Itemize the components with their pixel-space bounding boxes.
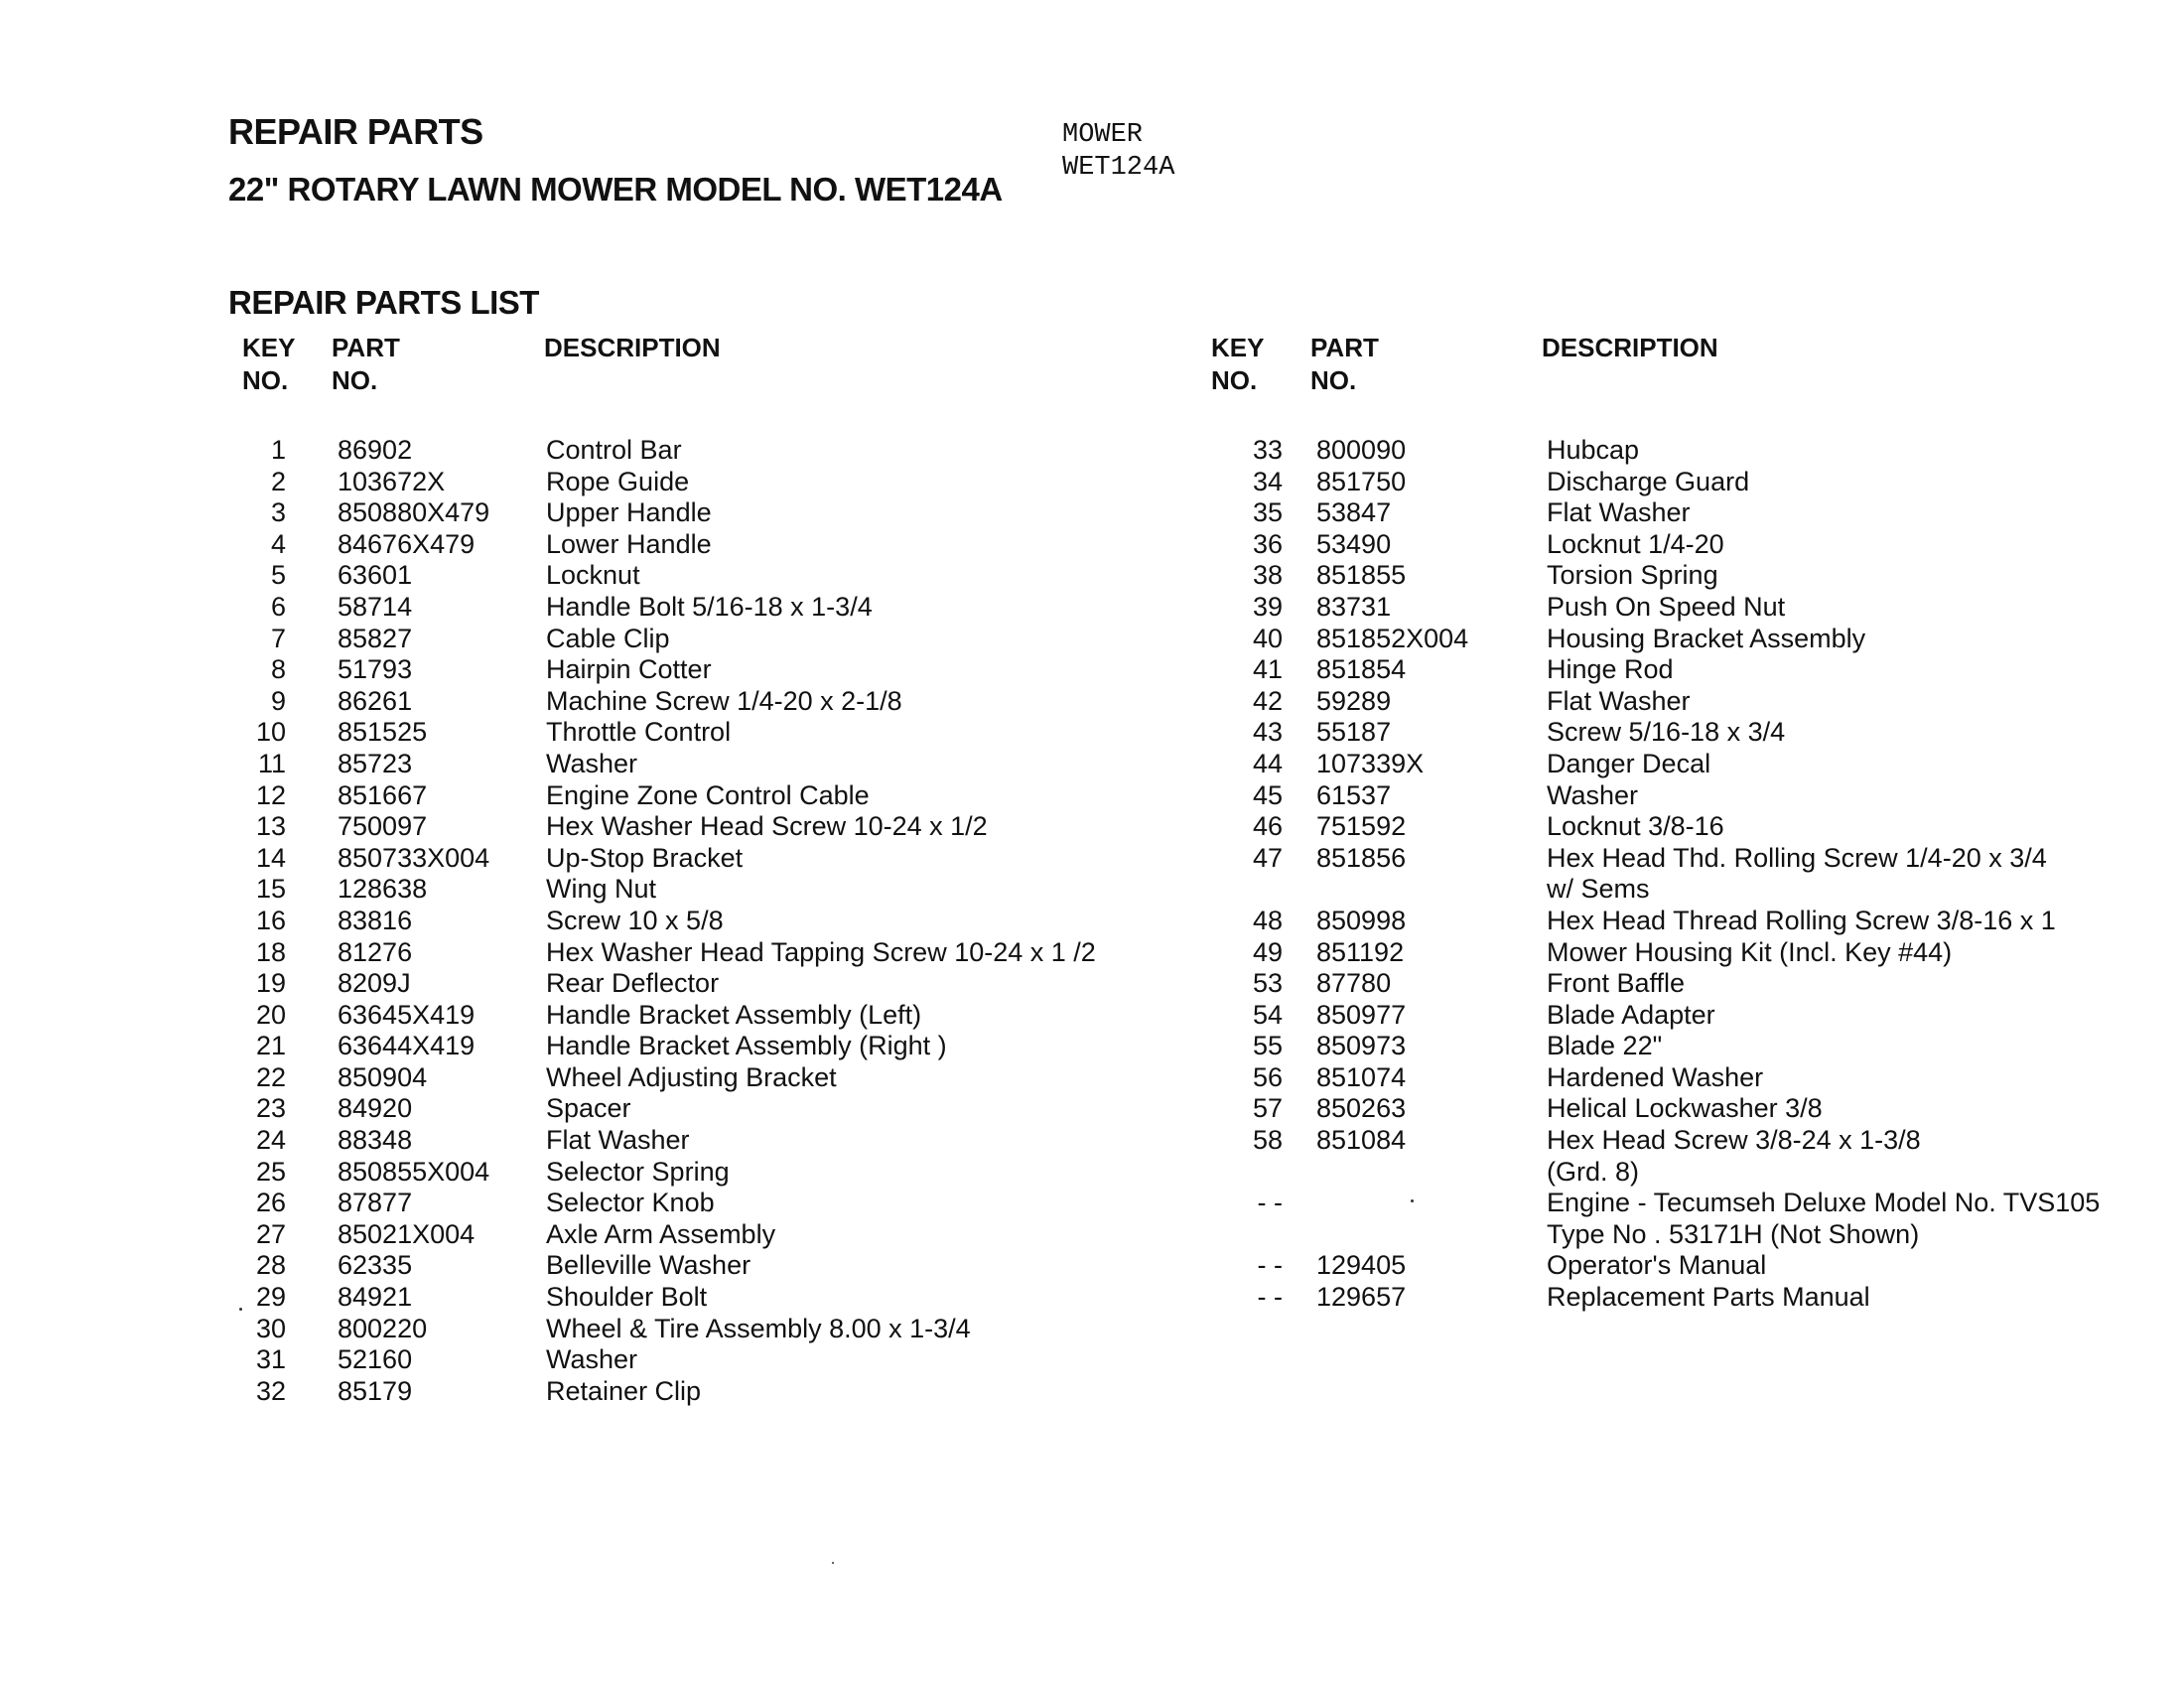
header-key-label: KEY [1211,333,1265,362]
scan-speck [1411,1199,1414,1202]
key-no: 15 [255,874,286,905]
key-no: 34 [1252,466,1283,496]
key-no: 22 [255,1061,286,1092]
part-no: 87780 [1316,968,1392,999]
table-row [0,1093,1142,1125]
key-no: 4 [270,528,286,559]
part-description: Hex Head Thread Rolling Screw 3/8-16 x 1 [1547,905,2056,935]
part-no: 63645X419 [338,999,476,1030]
table-row [0,1250,1142,1282]
part-description: Hex Washer Head Tapping Screw 10-24 x 1 /2 [546,936,1096,967]
key-no: 26 [255,1188,286,1218]
key-no: 25 [255,1156,286,1187]
part-description: Blade Adapter [1547,999,1715,1030]
part-no: 81276 [338,936,413,967]
part-description: Type No . 53171H (Not Shown) [1547,1218,1920,1249]
part-description: (Grd. 8) [1547,1156,1640,1187]
parts-table-right [1171,435,2164,1314]
part-description: Housing Bracket Assembly [1547,623,1866,653]
table-row [1171,843,2164,875]
table-row [0,1219,1142,1251]
table-row [1171,624,2164,655]
header-part-label: PART [332,333,400,362]
part-description: Retainer Clip [546,1375,702,1406]
key-no: 32 [255,1375,286,1406]
table-row [0,1125,1142,1157]
stamp-line-2: WET124A [1062,153,1175,183]
part-description: Flat Washer [546,1125,690,1156]
part-no: 851084 [1316,1125,1407,1156]
key-no: 44 [1252,748,1283,778]
table-row [0,1344,1142,1376]
key-no: 3 [270,497,286,528]
key-no: 9 [270,685,286,716]
key-no: 1 [270,435,286,465]
table-row [1171,654,2164,686]
part-description: Handle Bracket Assembly (Left) [546,999,922,1030]
part-no: 851854 [1316,654,1407,685]
key-no: 56 [1252,1061,1283,1092]
header-part-label: PART [1310,333,1379,362]
key-no: 53 [1252,968,1283,999]
part-no: 53847 [1316,497,1392,528]
part-no: 8209J [338,968,411,999]
key-no: 35 [1252,497,1283,528]
part-no: 84676X479 [338,528,476,559]
part-no: 128638 [338,874,428,905]
part-description: Front Baffle [1547,968,1686,999]
table-row [1171,497,2164,529]
key-no: 5 [270,560,286,591]
part-no: 83816 [338,905,413,935]
table-row [0,717,1142,749]
part-description: Torsion Spring [1547,560,1718,591]
part-description: Hardened Washer [1547,1061,1764,1092]
model-stamp [1062,119,1174,185]
table-row [0,624,1142,655]
table-row [1171,717,2164,749]
part-description: Washer [546,748,638,778]
part-description: Locknut 1/4-20 [1547,528,1724,559]
table-row [0,529,1142,561]
key-no: 29 [255,1282,286,1313]
table-row [1171,1031,2164,1062]
key-no: - - [1257,1282,1283,1313]
part-no: 850880X479 [338,497,490,528]
part-no: 83731 [1316,591,1392,622]
part-no: 850904 [338,1061,428,1092]
part-description: Machine Screw 1/4-20 x 2-1/8 [546,685,902,716]
part-description: Throttle Control [546,717,732,748]
key-no: 42 [1252,685,1283,716]
key-no: 57 [1252,1093,1283,1124]
table-row [1171,749,2164,780]
part-no: 63601 [338,560,413,591]
table-row [1171,1093,2164,1125]
key-no: 40 [1252,623,1283,653]
header-key-no-label: NO. [242,365,289,395]
part-description: Shoulder Bolt [546,1282,708,1313]
key-no: 38 [1252,560,1283,591]
part-description: Helical Lockwasher 3/8 [1547,1093,1823,1124]
header-key-right [1211,332,1264,397]
part-description: Wheel Adjusting Bracket [546,1061,837,1092]
scan-speck [239,1308,242,1311]
key-no: 41 [1252,654,1283,685]
key-no: 18 [255,936,286,967]
part-no: 851074 [1316,1061,1407,1092]
part-no: 58714 [338,591,413,622]
part-description: Up-Stop Bracket [546,842,744,873]
part-no: 129405 [1316,1250,1407,1281]
header-part-no-label: NO. [332,365,378,395]
table-row [1171,1250,2164,1282]
part-description: Axle Arm Assembly [546,1218,776,1249]
header-desc-left: DESCRIPTION [544,333,721,362]
table-row [1171,968,2164,1000]
key-no: 33 [1252,435,1283,465]
part-description: w/ Sems [1547,874,1650,905]
part-no: 55187 [1316,717,1392,748]
key-no: 43 [1252,717,1283,748]
key-no: 2 [270,466,286,496]
part-no: 88348 [338,1125,413,1156]
key-no: 8 [270,654,286,685]
key-no: 12 [255,779,286,810]
key-no: 39 [1252,591,1283,622]
part-no: 85827 [338,623,413,653]
key-no: 48 [1252,905,1283,935]
part-description: Handle Bolt 5/16-18 x 1-3/4 [546,591,873,622]
part-description: Hex Head Thd. Rolling Screw 1/4-20 x 3/4 [1547,842,2047,873]
key-no: 58 [1252,1125,1283,1156]
table-row [1171,1188,2164,1219]
part-description: Selector Knob [546,1188,715,1218]
header-part-no-label: NO. [1310,365,1357,395]
table-row [0,1376,1142,1408]
stamp-line-1: MOWER [1062,120,1144,150]
key-no: - - [1257,1250,1283,1281]
table-row [0,686,1142,718]
key-no: 20 [255,999,286,1030]
table-row [1171,1219,2164,1251]
key-no: 21 [255,1031,286,1061]
table-row [1171,1157,2164,1189]
part-description: Hex Head Screw 3/8-24 x 1-3/8 [1547,1125,1921,1156]
key-no: 23 [255,1093,286,1124]
table-row [0,874,1142,906]
part-description: Engine Zone Control Cable [546,779,870,810]
key-no: 27 [255,1218,286,1249]
part-no: 84921 [338,1282,413,1313]
table-row [1171,529,2164,561]
part-description: Rear Deflector [546,968,720,999]
part-description: Danger Decal [1547,748,1711,778]
part-no: 86261 [338,685,413,716]
key-no: 24 [255,1125,286,1156]
part-no: 850998 [1316,905,1407,935]
header-part-right [1310,332,1379,397]
part-no: 62335 [338,1250,413,1281]
part-description: Cable Clip [546,623,670,653]
part-no: 85723 [338,748,413,778]
table-row [0,968,1142,1000]
part-description: Hinge Rod [1547,654,1674,685]
page-title: REPAIR PARTS [228,111,483,152]
part-description: Washer [1547,779,1639,810]
part-no: 800220 [338,1313,428,1343]
table-row [0,749,1142,780]
part-description: Screw 5/16-18 x 3/4 [1547,717,1786,748]
part-description: Discharge Guard [1547,466,1750,496]
part-description: Upper Handle [546,497,712,528]
table-row [1171,937,2164,969]
table-row [0,811,1142,843]
part-no: 86902 [338,435,413,465]
part-no: 63644X419 [338,1031,476,1061]
header-desc-right: DESCRIPTION [1542,333,1718,362]
key-no: 31 [255,1344,286,1375]
parts-table-left [0,435,1142,1407]
part-description: Locknut 3/8-16 [1547,811,1724,842]
part-description: Washer [546,1344,638,1375]
table-row [0,1157,1142,1189]
part-no: 52160 [338,1344,413,1375]
table-row [0,560,1142,592]
part-description: Locknut [546,560,640,591]
page-subtitle: 22" ROTARY LAWN MOWER MODEL NO. WET124A [228,171,1003,208]
key-no: 11 [257,748,286,778]
key-no: 49 [1252,936,1283,967]
key-no: 14 [255,842,286,873]
key-no: 54 [1252,999,1283,1030]
scan-speck [832,1562,834,1564]
key-no: 16 [255,905,286,935]
table-row [1171,811,2164,843]
table-row [1171,560,2164,592]
part-description: Lower Handle [546,528,712,559]
key-no: 47 [1252,842,1283,873]
part-no: 851855 [1316,560,1407,591]
part-no: 751592 [1316,811,1407,842]
part-no: 850855X004 [338,1156,490,1187]
key-no: 45 [1252,779,1283,810]
part-description: Operator's Manual [1547,1250,1767,1281]
table-row [0,1282,1142,1314]
key-no: 13 [255,811,286,842]
header-key-no-label: NO. [1211,365,1258,395]
part-no: 850263 [1316,1093,1407,1124]
table-row [0,435,1142,467]
table-row [1171,906,2164,937]
header-key-left [242,332,295,397]
part-no: 851192 [1316,936,1405,967]
part-description: Control Bar [546,435,682,465]
part-description: Push On Speed Nut [1547,591,1786,622]
part-no: 800090 [1316,435,1407,465]
table-row [1171,1062,2164,1094]
table-row [1171,467,2164,498]
part-description: Hairpin Cotter [546,654,712,685]
table-row [1171,1282,2164,1314]
part-no: 851750 [1316,466,1407,496]
header-part-left [332,332,400,397]
key-no: 28 [255,1250,286,1281]
table-row [0,497,1142,529]
key-no: 30 [255,1313,286,1343]
key-no: 36 [1252,528,1283,559]
part-no: 850977 [1316,999,1407,1030]
part-no: 85021X004 [338,1218,476,1249]
part-description: Flat Washer [1547,497,1691,528]
part-no: 51793 [338,654,413,685]
key-no: - - [1257,1188,1283,1218]
table-row [1171,1125,2164,1157]
part-description: Blade 22" [1547,1031,1663,1061]
part-description: Handle Bracket Assembly (Right ) [546,1031,947,1061]
part-description: Flat Washer [1547,685,1691,716]
part-no: 84920 [338,1093,413,1124]
key-no: 19 [255,968,286,999]
part-no: 87877 [338,1188,413,1218]
header-key-label: KEY [242,333,296,362]
table-row [0,937,1142,969]
key-no: 55 [1252,1031,1283,1061]
part-no: 750097 [338,811,428,842]
parts-list-title: REPAIR PARTS LIST [228,284,539,321]
table-row [0,843,1142,875]
table-row [0,780,1142,812]
part-description: Spacer [546,1093,631,1124]
table-row [0,1031,1142,1062]
part-no: 851525 [338,717,428,748]
part-description: Selector Spring [546,1156,730,1187]
table-row [0,467,1142,498]
part-no: 850973 [1316,1031,1407,1061]
part-description: Hex Washer Head Screw 10-24 x 1/2 [546,811,988,842]
part-no: 129657 [1316,1282,1407,1313]
table-row [0,654,1142,686]
part-description: Hubcap [1547,435,1640,465]
part-no: 851667 [338,779,428,810]
key-no: 7 [270,623,286,653]
table-row [0,592,1142,624]
part-no: 59289 [1316,685,1392,716]
table-row [1171,592,2164,624]
part-description: Wheel & Tire Assembly 8.00 x 1-3/4 [546,1313,971,1343]
part-description: Belleville Washer [546,1250,751,1281]
table-row [0,906,1142,937]
part-no: 107339X [1316,748,1425,778]
part-no: 103672X [338,466,446,496]
table-row [1171,435,2164,467]
part-no: 85179 [338,1375,413,1406]
part-no: 61537 [1316,779,1392,810]
key-no: 46 [1252,811,1283,842]
table-row [0,1062,1142,1094]
part-no: 850733X004 [338,842,490,873]
table-row [1171,780,2164,812]
part-description: Engine - Tecumseh Deluxe Model No. TVS105 [1547,1188,2101,1218]
part-no: 851856 [1316,842,1407,873]
table-row [0,1000,1142,1032]
table-row [1171,1000,2164,1032]
key-no: 10 [255,717,286,748]
part-description: Mower Housing Kit (Incl. Key #44) [1547,936,1953,967]
part-no: 851852X004 [1316,623,1469,653]
table-row [0,1188,1142,1219]
table-row [1171,686,2164,718]
table-row [1171,874,2164,906]
part-description: Rope Guide [546,466,690,496]
table-row [0,1314,1142,1345]
part-description: Replacement Parts Manual [1547,1282,1870,1313]
part-description: Screw 10 x 5/8 [546,905,724,935]
part-description: Wing Nut [546,874,657,905]
part-no: 53490 [1316,528,1392,559]
key-no: 6 [270,591,286,622]
